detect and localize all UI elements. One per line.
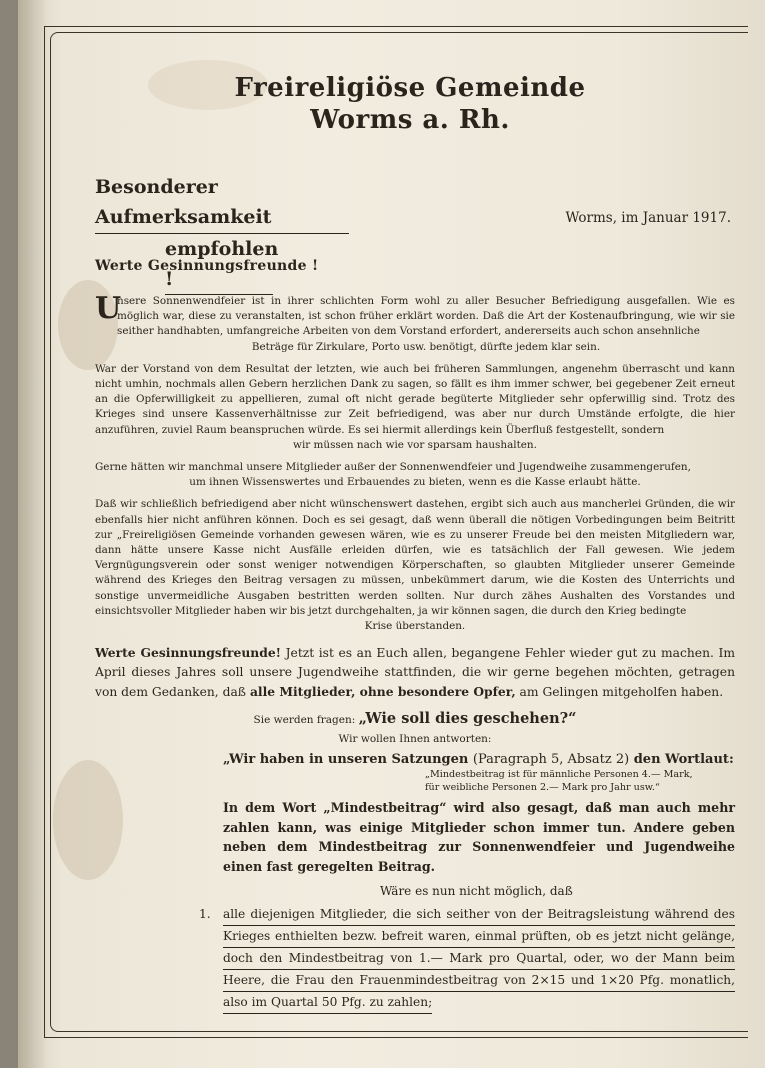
statute-quote (223, 751, 735, 768)
paragraph-4-last-line: Krise überstanden. (364, 620, 466, 633)
drop-cap: U (95, 291, 122, 326)
salutation: Werte Gesinnungsfreunde ! (95, 258, 319, 274)
document-title (85, 72, 735, 136)
special-notice-line-2: empfohlen ! (165, 234, 273, 295)
paragraph-5-text-2: am Gelingen mitgeholfen haben. (519, 685, 724, 700)
paragraph-2 (95, 362, 735, 453)
paragraph-1-text: nsere Sonnenwendfeier ist in ihrer schlichten Form wohl zu aller Besucher Befriedigung ausgefallen. Wie es möglich war, diese zu veranstalten, ist schon früher erklärt worden. Daß die Art der Kostenaufbringung, wie wir sie seither handhabten, umfangreiche Arbeiten von dem Vorstand erfordert, andererseits auch schon ansehnliche (117, 295, 735, 338)
document-body (95, 72, 735, 1014)
answer-line: Wir wollen Ihnen antworten: (338, 733, 492, 746)
paragraph-5-emphasis: alle Mitglieder, ohne besondere Opfer, (249, 684, 516, 700)
list-item-line-1: alle diejenigen Mitglieder, die sich seither von der Beitragsleistung während des (223, 904, 735, 926)
paragraph-3-text: Gerne hätten wir manchmal unsere Mitglieder außer der Sonnenwendfeier und Jugendweihe zusammengerufen, (95, 461, 691, 474)
mindestbeitrag-paragraph: In dem Wort „Mindestbeitrag“ wird also gesagt, daß man auch mehr zahlen kann, was einige Mitglieder schon immer tun. Andere geben neben dem Mindestbeitrag zur Sonnenwendfeier und Jugendweihe einen fast geregelten Beitrag. (223, 800, 735, 874)
list-item-line-5: also im Quartal 50 Pfg. zu zahlen; (223, 992, 432, 1014)
paragraph-5-text-1: Jetzt ist es an Euch allen, begangene Fehler wieder gut zu machen. Im April dieses Jahres soll unsere Jugendweihe stattfinden, die wir gerne begehen möchten, getragen von dem Gedanken, daß (95, 646, 735, 700)
paragraph-2-text: War der Vorstand von dem Resultat der letzten, wie auch bei früheren Sammlungen, angenehm überrascht und kann nicht umhin, nochmals allen Gebern herzlichen Dank zu sagen, so fällt es ihm immer schwer, bei gegebener Zeit erneut an die Opferwilligkeit zu appellieren, zumal oft nicht gerade begüterte Mitglieder sehr opferwillig sind. Trotz des Krieges sind unsere Kassenverhältnisse zur Zeit befriedigend, was aber nur durch Umstände erfolgte, die hier anzuführen, zuviel Raum beanspruchen würde. Es sei hiermit allerdings kein Überfluß festgestellt, sondern (95, 362, 735, 436)
list-item-line-3: doch den Mindestbeitrag von 1.— Mark pro Quartal, oder, wo der Mann beim (223, 948, 735, 970)
question-text: „Wie soll dies geschehen?“ (358, 710, 577, 728)
dateline: Worms, im Januar 1917. (565, 210, 731, 226)
title-line-2: Worms a. Rh. (310, 105, 510, 135)
question-line (95, 710, 735, 727)
paragraph-1 (95, 291, 735, 355)
title-line-1: Freireligiöse Gemeinde (234, 73, 586, 103)
quote-paragraph-ref: (Paragraph 5, Absatz 2) (472, 752, 630, 768)
paragraph-1-last-line: Beträge für Zirkulare, Porto usw. benötigt, dürfte jedem klar sein. (251, 340, 601, 353)
list-item-line-4: Heere, die Frau den Frauenmindestbeitrag von 2×15 und 1×20 Pfg. monatlich, (223, 970, 735, 992)
paragraph-3 (95, 460, 735, 490)
paragraph-3-last-line: um ihnen Wissenswertes und Erbauendes zu bieten, wenn es die Kasse erlaubt hätte. (189, 476, 641, 489)
quote-bold-2: den Wortlaut: (633, 752, 734, 768)
quote-sub-line-2: für weibliche Personen 2.— Mark pro Jahr usw.“ (425, 782, 660, 794)
list-item-text (223, 904, 735, 1014)
question-prefix: Sie werden fragen: (253, 714, 356, 727)
special-notice (95, 172, 349, 295)
quote-sub-line-1: „Mindestbeitrag ist für männliche Personen 4.— Mark, (425, 769, 693, 781)
list-item (95, 904, 735, 1014)
special-notice-line-1: Besonderer Aufmerksamkeit (95, 172, 349, 234)
list-item-number: 1. (199, 907, 211, 922)
paragraph-5 (95, 643, 735, 702)
statute-quote-sub (425, 768, 735, 794)
quote-bold-1: „Wir haben in unseren Satzungen (223, 752, 469, 768)
paragraph-5-salutation: Werte Gesinnungsfreunde! (95, 645, 282, 661)
waere-line: Wäre es nun nicht möglich, daß (380, 884, 573, 899)
paragraph-4-text: Daß wir schließlich befriedigend aber nicht wünschenswert dastehen, ergibt sich auch aus mancherlei Gründen, die wir ebenfalls hier nicht anführen können. Doch es sei gesagt, daß wenn überall die nötigen Vorbedingungen beim Beitritt zur „Freireligiösen Gemeinde vorhanden gewesen wären, wie es zu unserer Freude bei den meisten Mitgliedern war, dann hätte unsere Kasse nicht Ausfälle erleiden dürfen, wie es tatsächlich der Fall gewesen. Wie jedem Vergnügungsverein oder sonst weniger notwendigen Körperschaften, so glaubten Mitglieder unserer Gemeinde während des Krieges den Beitrag versagen zu müssen, unbekümmert darum, wie die Kosten des Unterrichts und sonstige unvermeidliche Ausgaben bestritten werden sollten. Nur durch zähes Aushalten des Vorstandes und einsichtsvoller Mitglieder haben wir bis jetzt durchgehalten, ja wir können sagen, die durch den Krieg bedingte (95, 498, 735, 617)
paragraph-2-last-line: wir müssen nach wie vor sparsam haushalten. (293, 438, 537, 451)
paragraph-4 (95, 497, 735, 634)
list-item-line-2: Krieges enthielten bezw. befreit waren, einmal prüften, ob es jetzt nicht gelänge, (223, 926, 735, 948)
